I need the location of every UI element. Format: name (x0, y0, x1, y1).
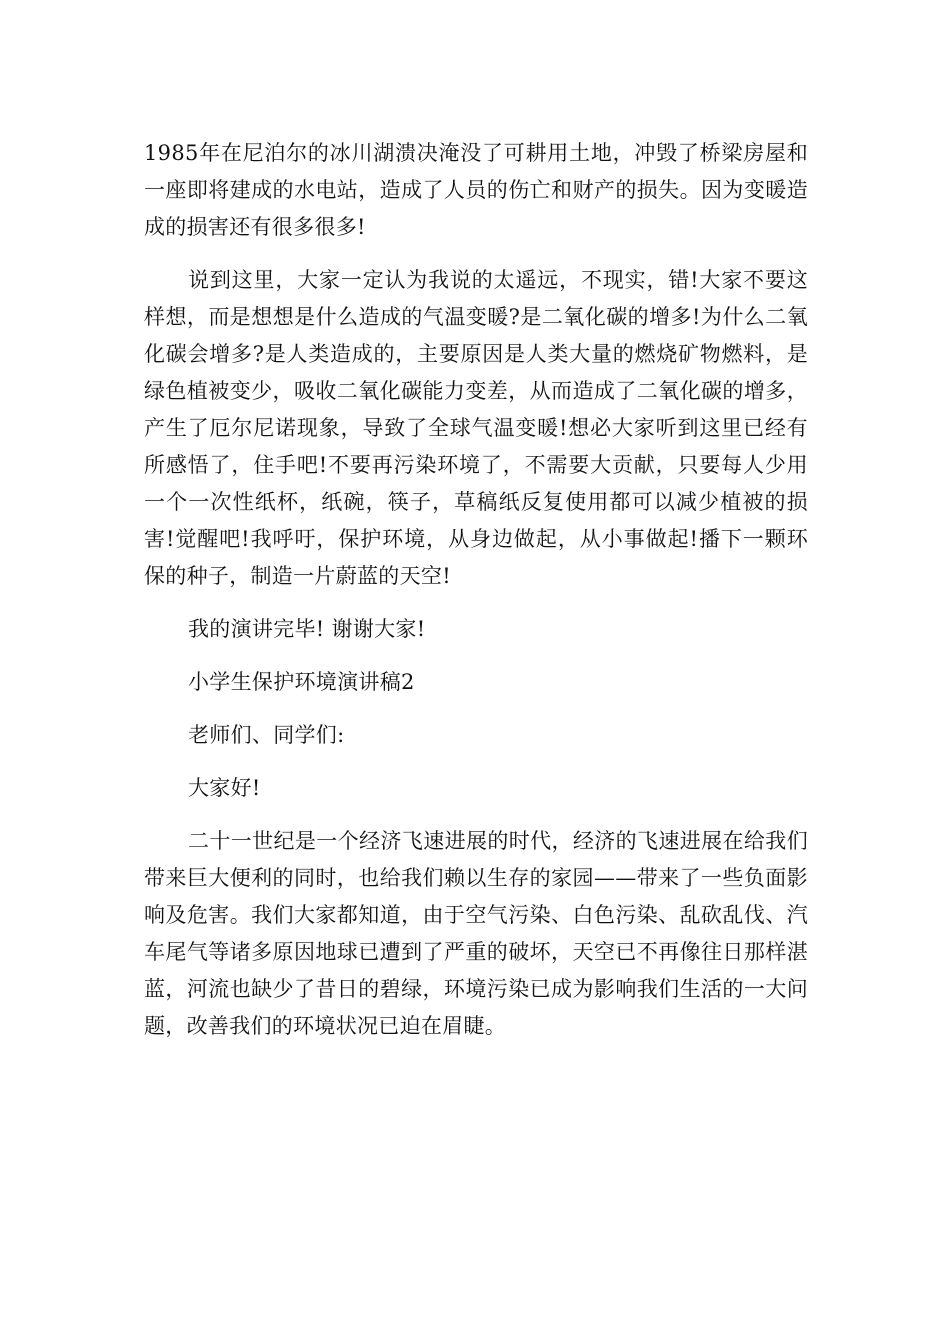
greeting: 大家好! (188, 776, 261, 800)
paragraph-continuation: 1985年在尼泊尔的冰川湖溃决淹没了可耕用土地，冲毁了桥梁房屋和一座即将建成的水电站，造成了人员的伤亡和财产的损失。因为变暖造成的损害还有很多很多! (144, 141, 808, 239)
speech-title: 小学生保护环境演讲稿2 (188, 670, 415, 694)
paragraph-21st-century: 二十一世纪是一个经济飞速进展的时代，经济的飞速进展在给我们带来巨大便利的同时，也给我们赖以生存的家园——带来了一些负面影响及危害。我们大家都知道，由于空气污染、白色污染、乱砍乱伐、汽车尾气等诸多原因地球已遭到了严重的破坏，天空已不再像往日那样湛蓝，河流也缺少了昔日的碧绿，环境污染已成为影响我们生活的一大问题，改善我们的环境状况已迫在眉睫。 (144, 829, 808, 1038)
paragraph-global-warming-cause: 说到这里，大家一定认为我说的太遥远，不现实，错!大家不要这样想，而是想想是什么造成的气温变暖?是二氧化碳的增多!为什么二氧化碳会增多?是人类造成的，主要原因是人类大量的燃烧矿物燃料，是绿色植被变少，吸收二氧化碳能力变差，从而造成了二氧化碳的增多，产生了厄尔尼诺现象，导致了全球气温变暖!想必大家听到这里已经有所感悟了，住手吧!不要再污染环境了，不需要大贡献，只要每人少用一个一次性纸杯，纸碗，筷子，草稿纸反复使用都可以减少植被的损害!觉醒吧!我呼吁，保护环境，从身边做起，从小事做起!播下一颗环保的种子，制造一片蔚蓝的天空! (144, 268, 808, 588)
salutation: 老师们、同学们: (188, 723, 345, 747)
document-body (144, 135, 808, 1061)
paragraph-closing-thanks: 我的演讲完毕! 谢谢大家! (188, 617, 426, 641)
